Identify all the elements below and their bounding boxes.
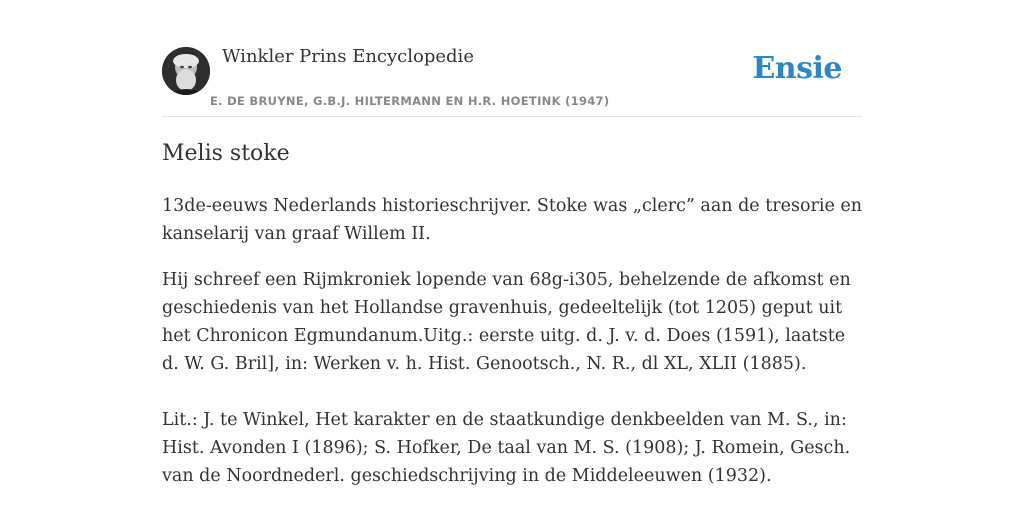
article-paragraph: Lit.: J. te Winkel, Het karakter en de staatkundige denkbeelden van M. S., in: Hist. Avonden I (1896); S. Hofker, De taal van M. S. (1908); J. Romein, Gesch. van de Noordnederl. geschiedschrijving in de Middeleeuwen (1932). (162, 410, 851, 486)
authors-credit: E. DE BRUYNE, G.B.J. HILTERMANN EN H.R. HOETINK (1947) (210, 94, 610, 108)
article-title: Melis stoke (162, 141, 290, 166)
article-paragraph: Hij schreef een Rijmkroniek lopende van 68g-i305, behelzende de afkomst en geschiedenis van het Hollandse gravenhuis, gedeeltelijk (tot 1205) geput uit het Chronicon Egmundanum.Uitg.: eerste uitg. d. J. v. d. Does (1591), laatste d. W. G. Bril], in: Werken v. h. Hist. Genootsch., N. R., dl XL, XLII (1885). (162, 270, 851, 374)
author-avatar[interactable] (162, 47, 210, 95)
article (162, 138, 862, 508)
site-header (162, 0, 862, 117)
portrait-image (162, 47, 210, 95)
paragraph-spacer (162, 378, 862, 406)
ensie-logo[interactable]: Ensie (752, 51, 842, 86)
article-paragraph: 13de-eeuws Nederlands historieschrijver. Stoke was „clerc” aan de tresorie en kanselarij van graaf Willem II. (162, 196, 863, 244)
site-title[interactable]: Winkler Prins Encyclopedie (222, 46, 474, 67)
